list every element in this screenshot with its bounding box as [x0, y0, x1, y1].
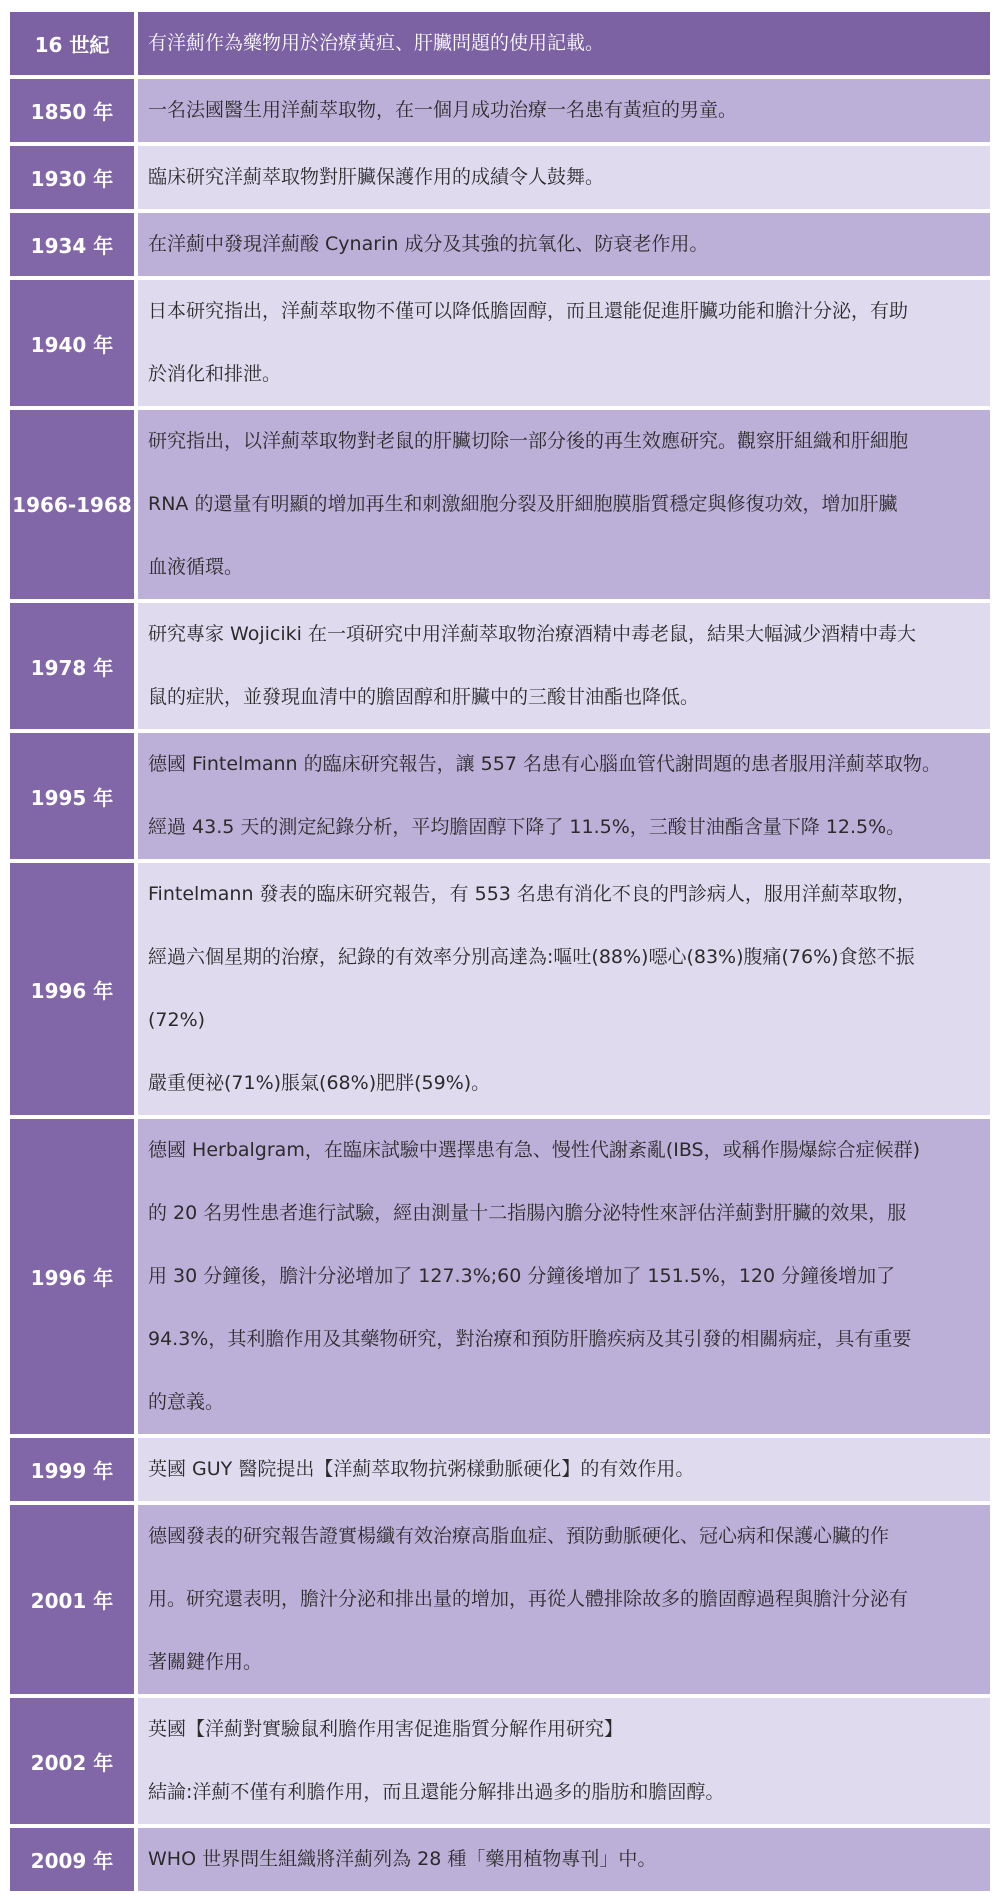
description-cell	[138, 280, 990, 406]
table-row	[10, 12, 990, 75]
description-line: 經過 43.5 天的測定紀錄分析，平均膽固醇下降了 11.5%，三酸甘油酯含量下降 12.5%。	[148, 816, 906, 838]
table-row	[10, 733, 990, 859]
description-cell	[138, 12, 990, 75]
description-line: 嚴重便祕(71%)脹氣(68%)肥胖(59%)。	[148, 1072, 491, 1094]
year-cell: 1996 年	[10, 1119, 134, 1434]
description-line: 德國 Fintelmann 的臨床研究報告，讓 557 名患有心腦血管代謝問題的患者服用洋薊萃取物。	[148, 753, 941, 775]
table-row	[10, 213, 990, 276]
description-line: 94.3%，其利膽作用及其藥物研究，對治療和預防肝膽疾病及其引發的相關病症，具有重要	[148, 1328, 912, 1350]
description-line: 的意義。	[148, 1391, 225, 1413]
table-row	[10, 1438, 990, 1501]
year-cell: 1940 年	[10, 280, 134, 406]
table-row	[10, 79, 990, 142]
year-cell: 1966-1968	[10, 410, 134, 599]
table-row	[10, 863, 990, 1115]
table-row	[10, 1505, 990, 1694]
year-cell: 2002 年	[10, 1698, 134, 1824]
description-cell	[138, 1438, 990, 1501]
description-cell	[138, 79, 990, 142]
timeline-table	[10, 12, 990, 1895]
description-cell	[138, 213, 990, 276]
description-cell	[138, 1505, 990, 1694]
year-cell: 1978 年	[10, 603, 134, 729]
description-line: Fintelmann 發表的臨床研究報告，有 553 名患有消化不良的門診病人，服用洋薊萃取物，	[148, 883, 916, 905]
table-row	[10, 1828, 990, 1891]
description-line: 臨床研究洋薊萃取物對肝臟保護作用的成績令人鼓舞。	[148, 166, 605, 188]
year-cell: 2001 年	[10, 1505, 134, 1694]
description-line: 英國【洋薊對實驗鼠利膽作用害促進脂質分解作用研究】	[148, 1718, 624, 1740]
description-cell	[138, 733, 990, 859]
description-line: 一名法國醫生用洋薊萃取物，在一個月成功治療一名患有黃疸的男童。	[148, 99, 738, 121]
description-line: 著關鍵作用。	[148, 1651, 263, 1673]
description-line: 於消化和排泄。	[148, 363, 282, 385]
description-line: 用。研究還表明，膽汁分泌和排出量的增加，再從人體排除故多的膽固醇過程與膽汁分泌有	[148, 1588, 909, 1610]
description-line: RNA 的還量有明顯的增加再生和刺激細胞分裂及肝細胞膜脂質穩定與修復功效，增加肝臟	[148, 493, 898, 515]
table-row	[10, 410, 990, 599]
description-cell	[138, 1698, 990, 1824]
description-line: 研究指出，以洋薊萃取物對老鼠的肝臟切除一部分後的再生效應研究。觀察肝組織和肝細胞	[148, 430, 909, 452]
description-line: 用 30 分鐘後，膽汁分泌增加了 127.3%;60 分鐘後增加了 151.5%，120 分鐘後增加了	[148, 1265, 896, 1287]
description-cell	[138, 1119, 990, 1434]
description-cell	[138, 1828, 990, 1891]
description-cell	[138, 863, 990, 1115]
year-cell: 1999 年	[10, 1438, 134, 1501]
year-cell: 16 世紀	[10, 12, 134, 75]
year-cell: 1995 年	[10, 733, 134, 859]
description-line: WHO 世界問生組織將洋薊列為 28 種「藥用植物專刊」中。	[148, 1848, 657, 1870]
table-row	[10, 146, 990, 209]
description-line: 在洋薊中發現洋薊酸 Cynarin 成分及其強的抗氧化、防衰老作用。	[148, 233, 709, 255]
description-cell	[138, 410, 990, 599]
table-row	[10, 1698, 990, 1824]
description-line: 血液循環。	[148, 556, 244, 578]
description-line: 有洋薊作為藥物用於治療黃疸、肝臟問題的使用記載。	[148, 32, 605, 54]
description-line: 英國 GUY 醫院提出【洋薊萃取物抗粥樣動脈硬化】的有效作用。	[148, 1458, 695, 1480]
year-cell: 2009 年	[10, 1828, 134, 1891]
year-cell: 1996 年	[10, 863, 134, 1115]
description-line: 日本研究指出，洋薊萃取物不僅可以降低膽固醇，而且還能促進肝臟功能和膽汁分泌，有助	[148, 300, 909, 322]
description-line: 研究專家 Wojiciki 在一項研究中用洋薊萃取物治療酒精中毒老鼠，結果大幅減少酒精中毒大	[148, 623, 916, 645]
description-line: 德國 Herbalgram，在臨床試驗中選擇患有急、慢性代謝紊亂(IBS，或稱作腸爆綜合症候群)	[148, 1139, 921, 1161]
description-line: 結論:洋薊不僅有利膽作用，而且還能分解排出過多的脂肪和膽固醇。	[148, 1781, 725, 1803]
year-cell: 1930 年	[10, 146, 134, 209]
description-cell	[138, 146, 990, 209]
year-cell: 1850 年	[10, 79, 134, 142]
description-line: 鼠的症狀，並發現血清中的膽固醇和肝臟中的三酸甘油酯也降低。	[148, 686, 700, 708]
table-row	[10, 280, 990, 406]
table-row	[10, 1119, 990, 1434]
year-cell: 1934 年	[10, 213, 134, 276]
table-row	[10, 603, 990, 729]
description-line: 德國發表的研究報告證實楊纖有效治療高脂血症、預防動脈硬化、冠心病和保護心臟的作	[148, 1525, 890, 1547]
description-line: 的 20 名男性患者進行試驗，經由測量十二指腸內膽分泌特性來評估洋薊對肝臟的效果，服	[148, 1202, 907, 1224]
description-cell	[138, 603, 990, 729]
description-line: (72%)	[148, 1009, 206, 1031]
description-line: 經過六個星期的治療，紀錄的有效率分別高達為:嘔吐(88%)噁心(83%)腹痛(76%)食慾不振	[148, 946, 915, 968]
